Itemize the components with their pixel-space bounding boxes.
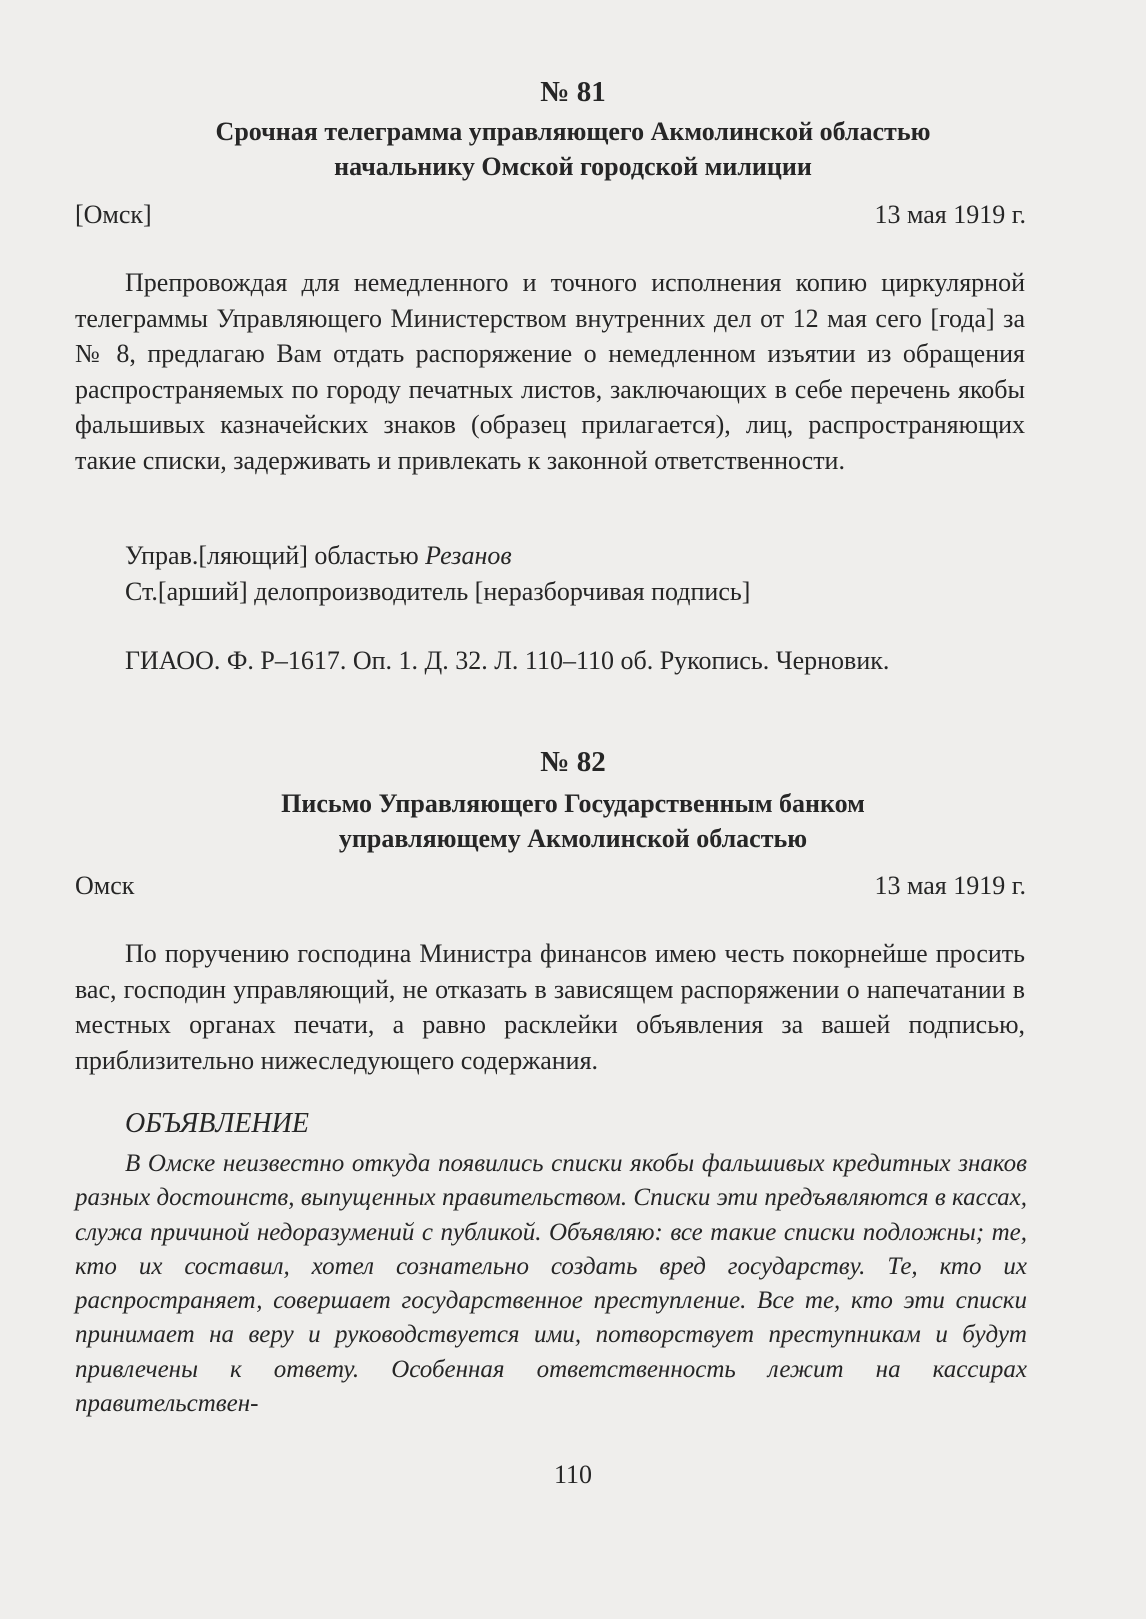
announcement-heading: ОБЪЯВЛЕНИЕ bbox=[125, 1108, 309, 1139]
doc82-title-line1: Письмо Управляющего Государственным банком bbox=[281, 789, 865, 818]
doc82-title-line2: управляющему Акмолинской областью bbox=[338, 824, 808, 853]
doc82-number: № 82 bbox=[540, 746, 606, 778]
doc81-archive-ref: ГИАОО. Ф. Р–1617. Оп. 1. Д. 32. Л. 110–110 об. Рукопись. Черновик. bbox=[125, 646, 890, 675]
doc81-signature2: Ст.[арший] делопроизводитель [неразборчивая подпись] bbox=[125, 577, 751, 606]
doc82-place: Омск bbox=[75, 871, 135, 900]
doc81-body: Препровождая для немедленного и точного исполнения копию циркулярной телеграммы Управляющего Министерством внутренних дел от 12 мая сего [года] за № 8, предлагаю Вам отдать распоряжение о немедленном изъятии из обращения распространяемых по городу печатных листов, заключающих в себе перечень якобы фальшивых казначейских знаков (образец прилагается), лиц, распространяющих такие списки, задерживать и привлекать к законной ответственности. bbox=[75, 268, 1025, 475]
doc81-title bbox=[0, 114, 1146, 184]
doc82-body: По поручению господина Министра финансов имею честь покорнейше просить вас, господин управляющий, не отказать в зависящем распоряжении о напечатании в местных органах печати, а равно расклейки объявления за вашей подписью, приблизительно нижеследующего содержания. bbox=[75, 939, 1025, 1075]
doc81-signature1 bbox=[125, 541, 512, 571]
doc81-title-line2: начальнику Омской городской милиции bbox=[334, 152, 812, 181]
doc81-title-line1: Срочная телеграмма управляющего Акмолинской областью bbox=[215, 117, 931, 146]
doc81-date: 13 мая 1919 г. bbox=[874, 200, 1026, 229]
signature1-name: Резанов bbox=[425, 541, 512, 570]
page-number: 110 bbox=[553, 1460, 593, 1489]
signature1-prefix: Управ.[ляющий] областью bbox=[125, 541, 426, 570]
doc82-date: 13 мая 1919 г. bbox=[874, 871, 1026, 900]
announcement-text: В Омске неизвестно откуда появились списки якобы фальшивых кредитных знаков разных достоинств, выпущенных правительством. Списки эти предъявляются в кассах, служа причиной недоразумений с публикой. Объявляю: все такие списки подложны; те, кто их составил, хотел сознательно создать вред государству. Те, кто их распространяет, совершает государственное преступление. Все те, кто эти списки принимает на веру и руководствуется ими, потворствует преступникам и будут привлечены к ответу. Особенная ответственность лежит на кассирах правительствен- bbox=[75, 1150, 1027, 1418]
doc81-place: [Омск] bbox=[75, 200, 152, 229]
doc82-title bbox=[0, 786, 1146, 856]
doc81-number: № 81 bbox=[540, 76, 606, 108]
